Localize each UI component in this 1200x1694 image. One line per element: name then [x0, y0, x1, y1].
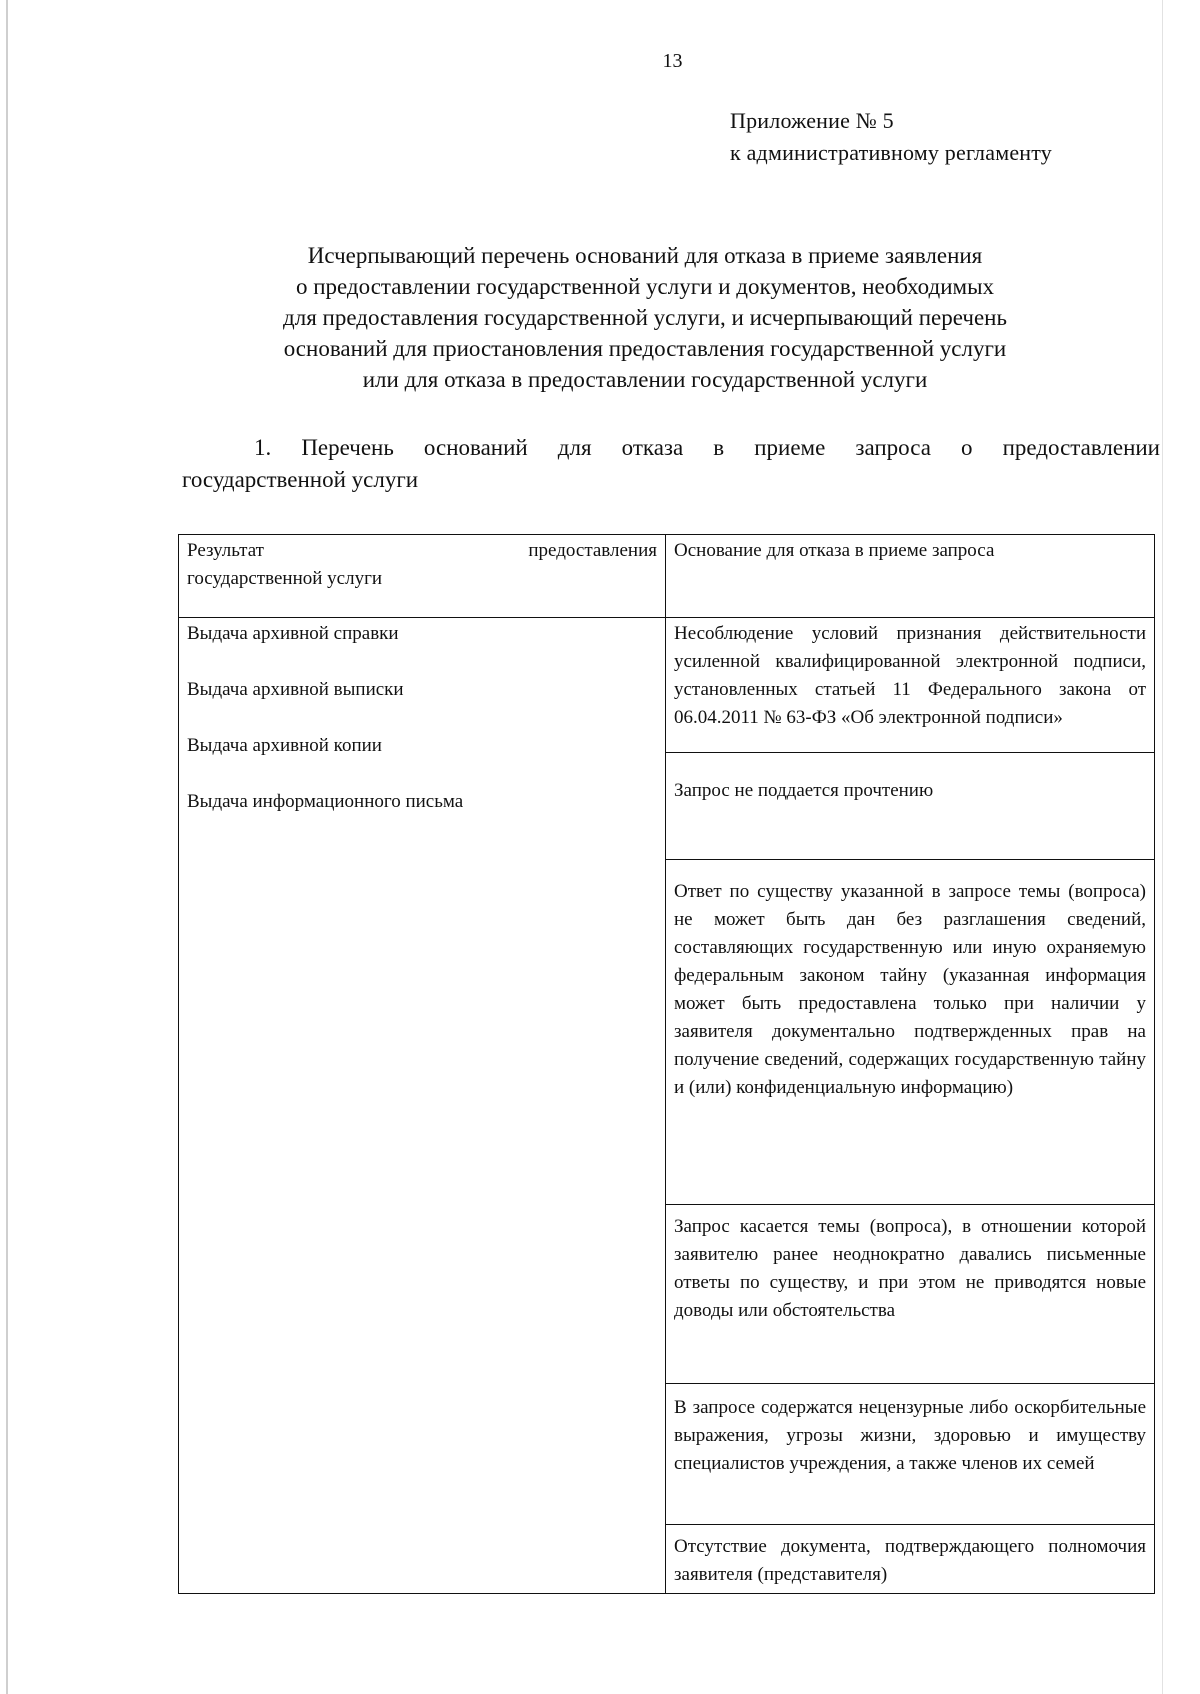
- title-line: Исчерпывающий перечень оснований для отказа в приеме заявления: [307, 243, 983, 268]
- header-result-line: Результат предоставления: [187, 540, 657, 561]
- reason-cell: Запрос не поддается прочтению: [666, 753, 1155, 860]
- result-item: Выдача архивной копии: [187, 735, 382, 756]
- reason-cell: Запрос касается темы (вопроса), в отношении которой заявителю ранее неоднократно давались письменные ответы по существу, и при этом не приводятся новые доводы или обстоятельства: [666, 1205, 1155, 1384]
- refusal-reasons-table: [178, 534, 1155, 1594]
- title-line: для предоставления государственной услуги, и исчерпывающий перечень: [283, 305, 1007, 330]
- page-number: 13: [662, 50, 683, 72]
- reason-cell: В запросе содержатся нецензурные либо оскорбительные выражения, угрозы жизни, здоровью и имуществу специалистов учреждения, а также членов их семей: [666, 1384, 1155, 1525]
- scan-edge-left: [6, 0, 8, 1694]
- result-item: Выдача архивной справки: [187, 623, 399, 644]
- title-line: или для отказа в предоставлении государственной услуги: [362, 367, 928, 392]
- table-row: [179, 618, 1155, 753]
- appendix-number: Приложение № 5: [730, 108, 894, 133]
- section-heading-line: государственной услуги: [182, 467, 419, 492]
- title-line: о предоставлении государственной услуги и документов, необходимых: [295, 274, 995, 299]
- reason-cell: Несоблюдение условий признания действительности усиленной квалифицированной электронной подписи, установленных статьей 11 Федерального закона от 06.04.2011 № 63-ФЗ «Об электронной подписи»: [666, 618, 1155, 753]
- section-heading-line: 1. Перечень оснований для отказа в приеме запроса о предоставлении: [254, 435, 1160, 460]
- scan-edge-right: [1162, 0, 1163, 1694]
- appendix-reference: к административному регламенту: [730, 140, 1052, 165]
- reason-cell: Ответ по существу указанной в запросе темы (вопроса) не может быть дан без разглашения сведений, составляющих государственную или иную охраняемую федеральным законом тайну (указанная информация может быть предоставлена только при наличии у заявителя документально подтвержденных прав на получение сведений, содержащих государственную тайну и (или) конфиденциальную информацию): [666, 860, 1155, 1205]
- header-result-line: государственной услуги: [187, 568, 383, 589]
- document-title: [180, 240, 1110, 395]
- results-cell: [179, 618, 666, 1594]
- appendix-note: [730, 105, 1052, 169]
- result-item: Выдача информационного письма: [187, 791, 464, 812]
- reason-cell: Отсутствие документа, подтверждающего полномочия заявителя (представителя): [666, 1525, 1155, 1594]
- result-item: Выдача архивной выписки: [187, 679, 404, 700]
- header-result: [179, 535, 666, 618]
- title-line: оснований для приостановления предоставления государственной услуги: [283, 336, 1007, 361]
- header-reason: Основание для отказа в приеме запроса: [666, 535, 1155, 618]
- table-header-row: [179, 535, 1155, 618]
- section-1-heading: [182, 432, 1160, 496]
